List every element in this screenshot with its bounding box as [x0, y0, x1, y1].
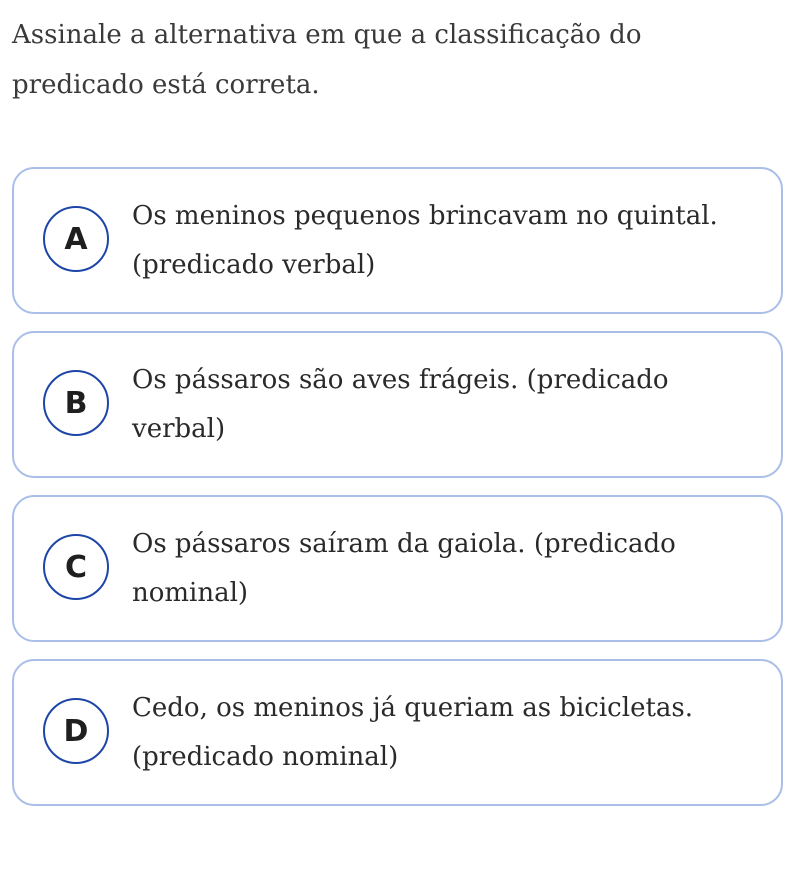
question-text: Assinale a alternativa em que a classificação do predicado está correta. [12, 20, 642, 100]
option-a[interactable] [12, 167, 783, 314]
option-b[interactable] [12, 331, 783, 478]
options-list [12, 167, 783, 823]
option-letter-badge: B [43, 370, 109, 436]
option-letter-badge: C [43, 534, 109, 600]
option-d[interactable] [12, 659, 783, 806]
option-text: Os pássaros saíram da gaiola. (predicado nominal) [132, 529, 676, 608]
option-c[interactable] [12, 495, 783, 642]
option-letter-badge: D [43, 698, 109, 764]
option-letter-badge: A [43, 206, 109, 272]
option-text: Os meninos pequenos brincavam no quintal. (predicado verbal) [132, 201, 718, 280]
option-text: Cedo, os meninos já queriam as bicicletas. (predicado nominal) [132, 693, 694, 772]
option-text: Os pássaros são aves frágeis. (predicado verbal) [132, 365, 669, 444]
